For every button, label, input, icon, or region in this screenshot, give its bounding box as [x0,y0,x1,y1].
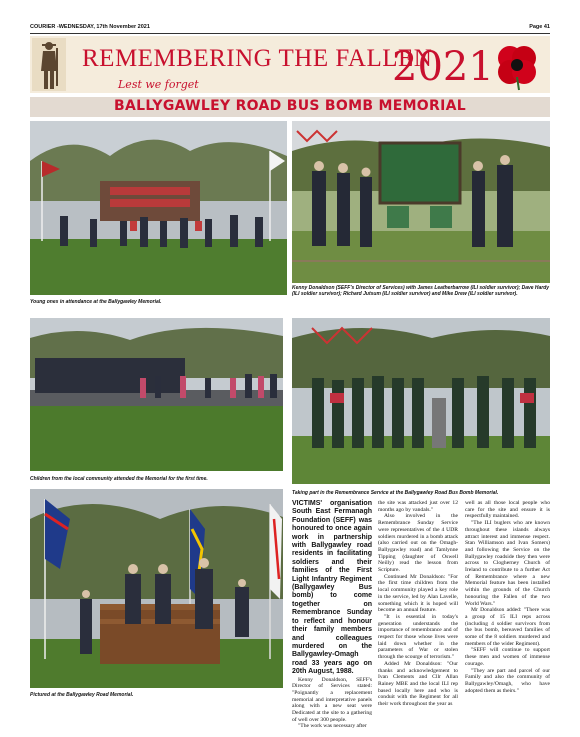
publication-date: COURIER -WEDNESDAY, 17th November 2021 [30,24,150,30]
article-paragraph: Mr Donaldson added: "There was a group of 15 ILI reps across (including 4 soldier survivors from the bus bomb, bereaved families of some of the 8 soldiers murdered and members of the wider Regiment). [465,607,550,647]
caption-service: Taking part in the Remembrance Service at the Ballygawley Road Bus Bomb Memorial. [292,490,499,496]
article-lead: VICTIMS' organisation South East Fermanagh Foundation (SEFF) was honoured to once again work in partnership with Ballygawley road residents in facilitating soldiers and their families of the First Light Infantry Regiment (Ballygawley Bus bomb) to come together on Remembrance Sunday to reflect and honour their family members and colleagues murdered on the Ballygawley-Omagh road 33 years ago on 20th August, 1988. [292,500,372,676]
article-paragraph: "SEFF will continue to support these men and women of immense courage. [465,647,550,667]
caption-children: Children from the local community attended the Memorial for the first time. [30,476,208,482]
article-paragraph: Also involved in the Remembrance Sunday Service were representatives of the 4 UDR soldiers murdered in a bomb attack (also carried out on the Omagh-Ballygawley road) and Tamlynne Tipping (daughter of Oswell Neilly) read the lesson from Scripture. [378,513,458,574]
soldier-silhouette-icon [32,38,66,91]
photo-children-image [30,318,283,471]
header-rule [30,33,550,34]
article-paragraph: "It is essential in today's generation understands the importance of remembrance and of respect for those whose lives were laid down whether in the parameters of War or stolen through the scourge of terrorism." [378,613,458,661]
article-paragraph: "The ILI buglers who are known throughout these islands always attract interest and immense respect. Stan Williamson and Ivan Somers) and following the Service on the Ballygawley roadside they then were across to Clogherney Church of Ireland to contribute to a further Act of Remembrance where a new Memorial feature has been installed within the grounds of the Church honouring the Fallen of the two World Wars." [465,520,550,607]
article-paragraph: "They are part and parcel of our Family and also the community of Ballygawley/Omagh, who have adopted them as theirs." [465,667,550,694]
remembrance-banner [30,36,550,93]
photo-young-ones [30,121,287,295]
article-column-2 [378,500,458,708]
article-paragraph: Added Mr Donaldson: "Our thanks and acknowledgement to Ivan Clements and Cllr Allan Rainey MBE and the local ILI rep based locally here and who is conduit with the Regiment for all their work throughout the year as [378,660,458,708]
photo-plaques [292,121,550,283]
photo-children [30,318,283,471]
article-paragraph: "The work was necessary after [298,723,367,730]
photo-service [292,318,550,484]
page-number: Page 41 [529,24,550,30]
caption-bench: Pictured at the Ballygawley Road Memorial. [30,692,134,698]
photo-service-image [292,318,550,484]
caption-plaques: Kenny Donaldson (SEFF's Director of Services) with James Leatherbarrow (ILI soldier survivor); Dave Hardy (ILI soldier survivor); Richard Jutsum (ILI soldier survivor) and Mike Drew (ILI soldier survivor). [292,285,550,297]
article-headline: BALLYGAWLEY ROAD BUS BOMB MEMORIAL [114,98,466,114]
article-column-1 [292,500,372,730]
photo-young-ones-image [30,121,287,295]
article-paragraph: the site was attacked just over 12 months ago by vandals." [378,500,458,513]
poppy-icon [492,40,542,90]
caption-young-ones: Young ones in attendance at the Ballygawley Memorial. [30,299,162,305]
photo-bench-image [30,489,283,688]
article-paragraph: Continued Mr Donaldson: "For the first time children from the local community played a key role in the service, led by Alan Lavelle, something which it is hoped will become an annual feature. [378,573,458,614]
banner-title: REMEMBERING THE FALLEN [82,45,433,72]
headline-bar [30,97,550,117]
photo-bench [30,489,283,688]
article-paragraph: Kenny Donaldson, SEFF's Director of Services stated: "Poignantly a replacement memorial and interpretative panels along with a new seat were Dedicated at the site to a gathering of well over 300 people. [292,676,372,723]
article-column-3 [465,500,550,694]
article-paragraph: well as all those local people who care for the site and ensure it is respectfully maintained. [465,500,550,520]
banner-year: 2021 [392,44,494,90]
photo-plaques-image [292,121,550,283]
banner-subtitle: Lest we forget [118,78,199,91]
